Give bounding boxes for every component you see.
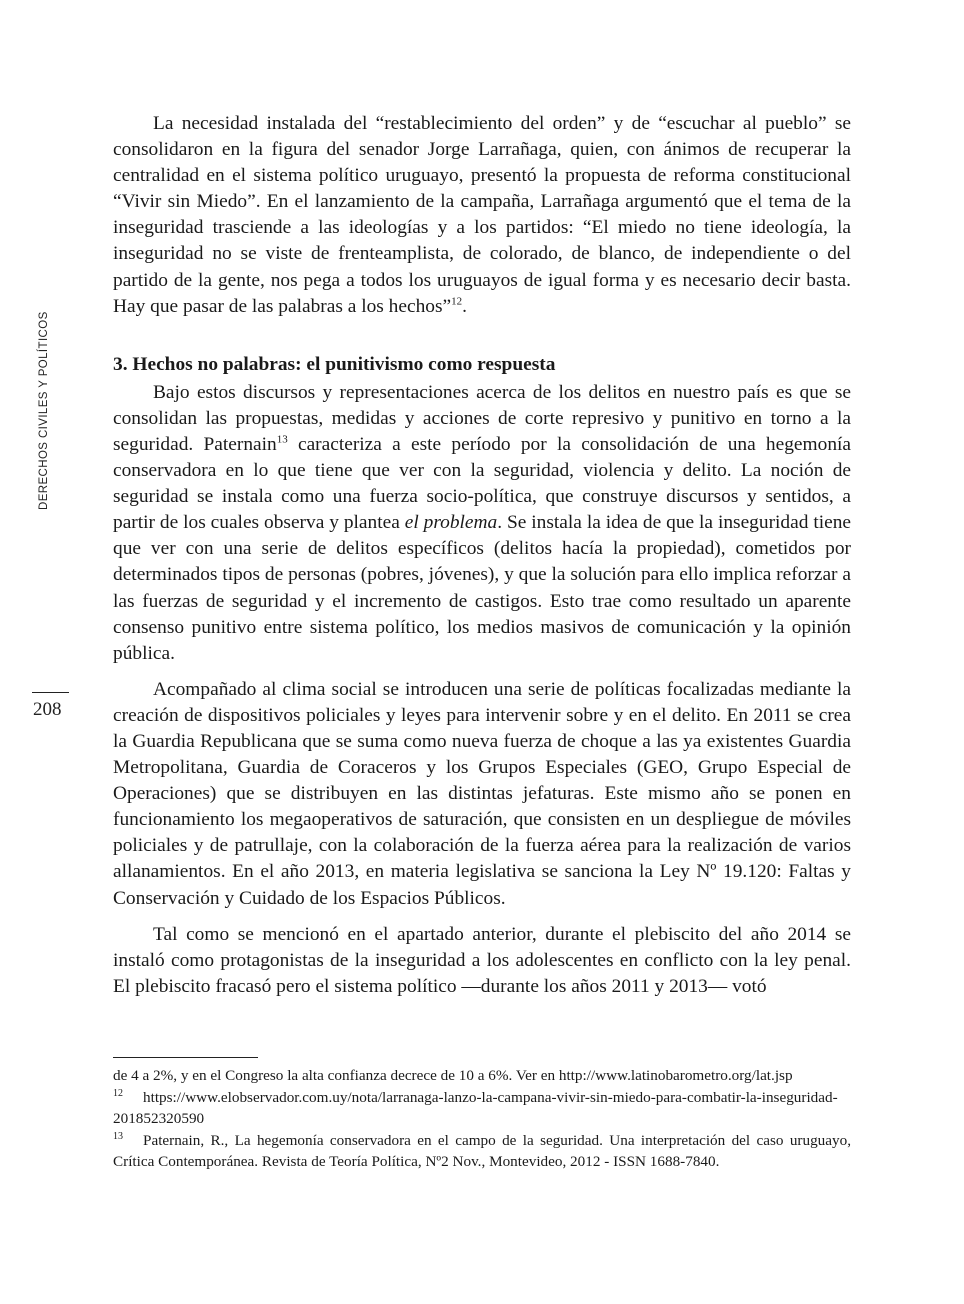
paragraph-plebiscito: Tal como se mencionó en el apartado anterior, durante el plebiscito del año 2014 se instaló como protagonistas de la inseguridad a los adolescentes en conflicto con la ley penal. El plebiscito fracasó pero el sistema político —durante los años 2011 y 2013— votó: [113, 923, 851, 997]
emphasized-phrase: el problema: [404, 512, 498, 534]
footnote-ref-12: 12: [451, 295, 463, 308]
footnote-text: Paternain, R., La hegemonía conservadora en el campo de la seguridad. Una interpretación del caso uruguayo, Crítica Contemporánea. Revista de Teoría Política, Nº2 Nov., Montevideo, 2012 - ISSN 1688-7840.: [113, 1131, 851, 1171]
footnote-13: 13 Paternain, R., La hegemonía conservadora en el campo de la seguridad. Una interpretación del caso uruguayo, Crítica Contemporánea. Revista de Teoría Política, Nº2 Nov., Montevideo, 2012 - ISSN 1688-7840.: [113, 1130, 851, 1171]
paragraph-text: Bajo estos discursos y representaciones acerca de los delitos en nuestro país es que se consolidan las propuestas, medidas y acciones de corte represivo y punitivo en torno a la seguridad. Paternain: [113, 381, 851, 455]
footnote-ref-13: 13: [276, 433, 288, 446]
footnote-12: 12 https://www.elobservador.com.uy/nota/larranaga-lanzo-la-campana-vivir-sin-miedo-para-combatir-la-inseguridad-201852320590: [113, 1087, 838, 1128]
paragraph-text-end: . Se instala la idea de que la inseguridad tiene que ver con una serie de delitos específicos (delitos hacía la propiedad), cometidos por determinados tipos de personas (pobres, jóvenes), y que la solución para ello implica reforzar a las fuerzas de seguridad y el incremento de castigos. Esto trae como resultado un aparente consenso punitivo entre sistema político, los medios masivos de comunicación y la opinión pública.: [113, 512, 851, 664]
page-number: 208: [33, 699, 62, 720]
paragraph-vivir-sin-miedo: [113, 111, 851, 320]
paragraph-text: La necesidad instalada del “restablecimiento del orden” y de “escuchar al pueblo” se consolidaron en la figura del senador Jorge Larrañaga, quien, con ánimos de recuperar la centralidad en el sistema político uruguayo, presentó la propuesta de reforma constitucional “Vivir sin Miedo”. En el lanzamiento de la campaña, Larrañaga argumentó que el tema de la inseguridad trasciende a las ideologías y a los partidos: “El miedo no tiene ideología, la inseguridad no se viste de frenteamplista, de colorado, de blanco, de independiente o del partido de la gente, nos pega a todos los uruguayos de igual forma y es necesario decir basta. Hay que pasar de las palabras a los hechos”: [113, 113, 851, 317]
paragraph-punitivismo: [113, 380, 851, 667]
paragraph-politicas-focalizadas: Acompañado al clima social se introducen una serie de políticas focalizadas mediante la creación de dispositivos policiales y leyes para intervenir sobre y en el delito. En 2011 se crea la Guardia Republicana que se suma como nueva fuerza de choque a las ya existentes Guardia Metropolitana, Guardia de Coraceros y los Grupos Especiales (GEO, Grupo Especial de Operaciones) que se distribuyen en las distintas jefaturas. Este mismo año se ponen en funcionamiento los megaoperativos de saturación, que consisten en un despliegue de móviles policiales y de patrullaje, con la colaboración de la fuerza aérea para la realización de varios allanamientos. En el año 2013, en materia legislativa se sanciona la Ley Nº 19.120: Faltas y Conservación y Cuidado de los Espacios Públicos.: [113, 678, 851, 909]
section-heading: 3. Hechos no palabras: el punitivismo como respuesta: [113, 353, 556, 375]
footnote-separator: [113, 1057, 258, 1058]
paragraph-text-continued: caracteriza a este período por la consolidación de una hegemonía conservadora en lo que tiene que ver con la seguridad, violencia y delito. La noción de seguridad se instala como una fuerza socio-política, que construye discursos y sentidos, a partir de los cuales observa y plantea: [113, 433, 852, 534]
page-number-rule: [32, 692, 69, 693]
footnote-continuation: de 4 a 2%, y en el Congreso la alta confianza decrece de 10 a 6%. Ver en http://www.latinobarometro.org/lat.jsp: [113, 1067, 793, 1084]
body-text: [113, 111, 851, 1000]
footnote-text: https://www.elobservador.com.uy/nota/larranaga-lanzo-la-campana-vivir-sin-miedo-para-combatir-la-inseguridad-201852320590: [113, 1088, 838, 1128]
footnotes: [113, 1065, 851, 1173]
running-section-title: DERECHOS CIVILES Y POLÍTICOS: [38, 311, 50, 510]
paragraph-text-end: .: [462, 295, 467, 317]
